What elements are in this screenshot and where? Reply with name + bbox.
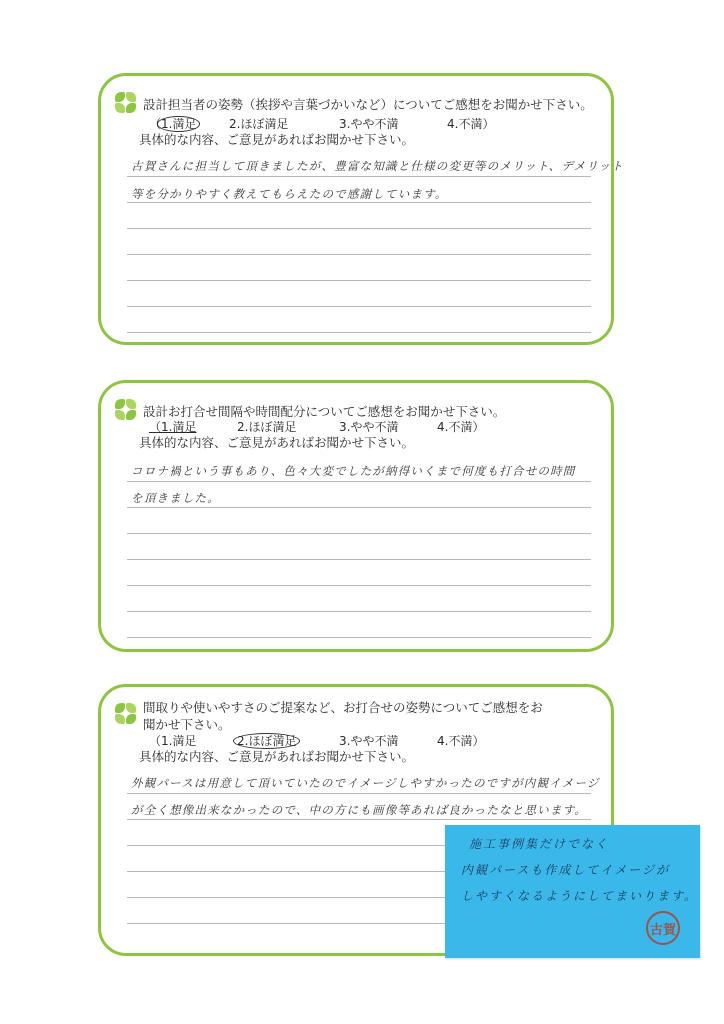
sticky-note-line-2: 内観パースも作成してイメージが bbox=[461, 863, 671, 877]
ruled-line bbox=[127, 306, 591, 307]
clover-icon bbox=[115, 92, 137, 114]
option-3[interactable]: 3.やや不満 bbox=[339, 734, 399, 748]
handwritten-answer-line-1: 外観パースは用意して頂いていたのでイメージしやすかったのですが内観イメージ bbox=[131, 776, 600, 790]
ruled-line bbox=[127, 533, 591, 534]
option-2[interactable]: 2.ほぼ満足 bbox=[237, 420, 297, 434]
ruled-line bbox=[127, 611, 591, 612]
option-4[interactable]: 4.不満） bbox=[437, 734, 485, 748]
handwritten-answer-line-2: を頂きました。 bbox=[131, 491, 220, 505]
comment-prompt: 具体的な内容、ご意見があればお聞かせ下さい。 bbox=[139, 132, 415, 147]
survey-card-meeting-interval bbox=[98, 380, 614, 652]
ruled-line bbox=[127, 280, 591, 281]
option-1[interactable]: （1.満足 bbox=[149, 116, 200, 132]
option-2-label[interactable]: 2.ほぼ満足 bbox=[233, 733, 300, 749]
comment-prompt: 具体的な内容、ご意見があればお聞かせ下さい。 bbox=[139, 749, 415, 764]
option-1-selected[interactable] bbox=[149, 419, 196, 435]
option-1[interactable]: （1.満足 bbox=[149, 734, 197, 748]
handwritten-answer-line-2: 等を分かりやすく教えてもらえたので感謝しています。 bbox=[131, 187, 448, 201]
sticky-note-line-3: しやすくなるようにしてまいります。 bbox=[461, 889, 699, 903]
option-4[interactable]: 4.不満） bbox=[437, 420, 485, 434]
option-3[interactable]: 3.やや不満 bbox=[339, 420, 399, 434]
question-text-line-1: 間取りや使いやすさのご提案など、お打合せの姿勢についてご感想をお bbox=[143, 700, 543, 715]
ruled-line bbox=[127, 819, 591, 820]
ruled-line bbox=[127, 637, 591, 638]
survey-card-designer-attitude bbox=[98, 73, 624, 345]
ruled-line bbox=[127, 507, 591, 508]
option-2-selected[interactable] bbox=[237, 733, 300, 749]
question-text: 設計お打合せ間隔や時間配分についてご感想をお聞かせ下さい。 bbox=[143, 404, 506, 419]
ruled-line bbox=[127, 202, 591, 203]
option-1-label[interactable]: （1.満足 bbox=[149, 420, 197, 434]
question-text: 設計担当者の姿勢（挨拶や言葉づかいなど）についてご感想をお聞かせ下さい。 bbox=[143, 97, 593, 112]
ruled-line bbox=[127, 559, 591, 560]
name-stamp-seal: 古賀 bbox=[646, 911, 680, 945]
ruled-line bbox=[127, 228, 591, 229]
comment-prompt: 具体的な内容、ご意見があればお聞かせ下さい。 bbox=[139, 435, 415, 450]
option-1-selected[interactable]: 1.満足 bbox=[157, 116, 200, 132]
option-3[interactable]: 3.やや不満 bbox=[339, 117, 399, 131]
handwritten-answer-line-1: 古賀さんに担当して頂きましたが、豊富な知識と仕様の変更等のメリット、デメリット bbox=[131, 159, 624, 173]
handwritten-answer-line-2: が全く想像出来なかったので、中の方にも画像等あれば良かったなと思います。 bbox=[131, 803, 588, 817]
ruled-line bbox=[127, 481, 591, 482]
ruled-line bbox=[127, 254, 591, 255]
ruled-line bbox=[127, 793, 591, 794]
ruled-line bbox=[127, 585, 591, 586]
clover-icon bbox=[115, 703, 137, 725]
sticky-note-reply bbox=[445, 825, 700, 958]
clover-icon bbox=[115, 399, 137, 421]
handwritten-answer-line-1: コロナ禍という事もあり、色々大変でしたが納得いくまで何度も打合せの時間 bbox=[131, 464, 576, 478]
sticky-note-line-1: 施工事例集だけでなく bbox=[469, 837, 610, 851]
option-2[interactable]: 2.ほぼ満足 bbox=[229, 117, 289, 131]
option-4[interactable]: 4.不満） bbox=[447, 117, 495, 131]
ruled-line bbox=[127, 332, 591, 333]
ruled-line bbox=[127, 176, 591, 177]
question-text-line-2: 聞かせ下さい。 bbox=[143, 717, 231, 732]
